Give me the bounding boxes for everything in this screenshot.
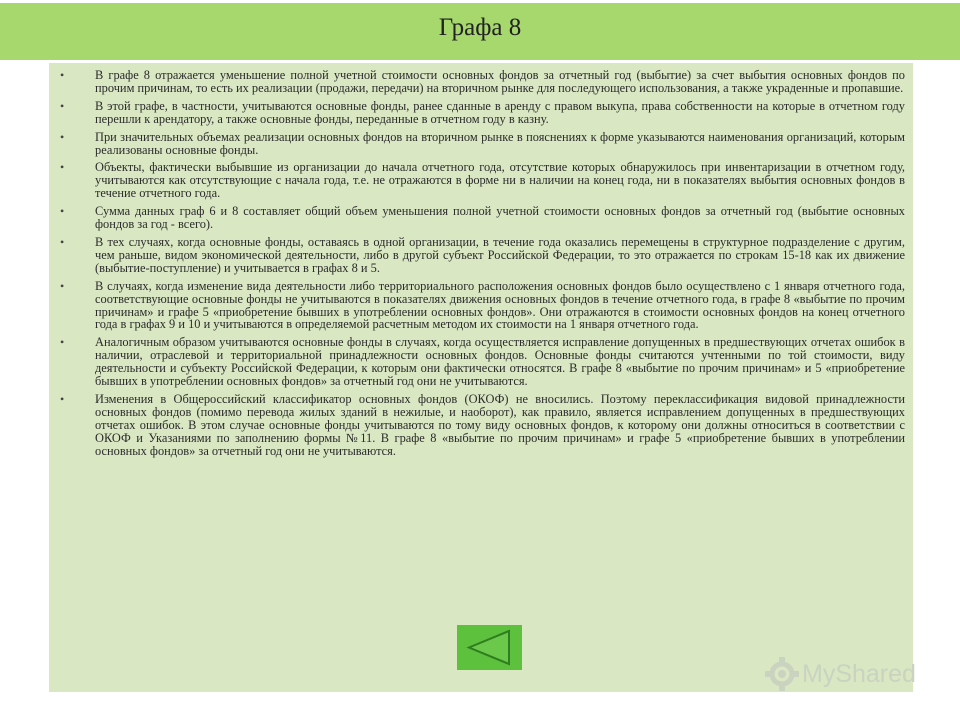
bullet-item: [60, 69, 905, 95]
bullet-marker: •: [60, 234, 65, 249]
bullet-marker: •: [60, 98, 65, 113]
bullet-text: Изменения в Общероссийский классификатор основных фондов (ОКОФ) не вносились. Поэтому переклассификация видовой принадлежности основных фондов (помимо перевода жилых зданий в нежилые, и наоборот), как правило, является исправлением допущенных в предшествующих отчетах ошибок. В этом случае основные фонды учитываются по тому виду основных фондов, к которому они должны относиться в соответствии с ОКОФ и Указаниями по заполнению формы №11. В графе 8 «выбытие по прочим причинам» и графе 5 «приобретение бывших в употреблении основных фондов» за отчетный год они не учитываются.: [95, 391, 905, 458]
bullet-text: В тех случаях, когда основные фонды, оставаясь в одной организации, в течение года оказались перемещены в структурное подразделение с другим, чем раньше, видом экономической деятельности, либо в другой субъект Российской Федерации, то это отражается по строкам 15-18 как их движение (выбытие-поступление) и учитывается в графах 8 и 5.: [95, 234, 905, 275]
bullet-item: [60, 205, 905, 231]
bullet-text: В этой графе, в частности, учитываются основные фонды, ранее сданные в аренду с правом выкупа, права собственности на которые в отчетном году перешли к арендатору, а также основные фонды, переданные в отчетном году в казну.: [95, 98, 905, 126]
bullet-text: В графе 8 отражается уменьшение полной учетной стоимости основных фондов за отчетный год (выбытие) за счет выбытия основных фондов по прочим причинам, то есть их реализации (продажи, передачи) на вторичном рынке для последующего использования, а также украденные и пропавшие.: [95, 68, 905, 95]
bullet-text: Объекты, фактически выбывшие из организации до начала отчетного года, отсутствие которых обнаружилось при инвентаризации в отчетном году, учитываются как отсутствующие с начала года, т.е. не отражаются в форме ни в наличии на конец года, ни в показателях выбытия основных фондов в течение отчетного года.: [95, 160, 905, 201]
bullet-item: [60, 100, 905, 126]
myshared-logo-icon: [764, 656, 800, 692]
bullet-marker: •: [60, 278, 65, 293]
bullet-item: [60, 280, 905, 332]
bullet-item: [60, 161, 905, 200]
bullet-marker: •: [60, 204, 65, 219]
bullet-marker: •: [60, 68, 65, 82]
bullet-text: Аналогичным образом учитываются основные фонды в случаях, когда осуществляется исправление допущенных в предшествующих отчетах ошибок в наличии, отраслевой и территориальной принадлежности основных фондов. Основные фонды считаются учтенными по той стоимости, виду деятельности и субъекту Российской Федерации, к которым они фактически относятся. В графе 8 «выбытие по прочим причинам» и 5 «приобретение бывших в употреблении основных фондов» за отчетный год они не учитываются.: [95, 335, 905, 389]
bullet-item: [60, 336, 905, 388]
watermark-text: MyShared: [802, 659, 916, 688]
watermark: [764, 654, 916, 694]
bullet-marker: •: [60, 160, 65, 175]
bullet-marker: •: [60, 129, 65, 144]
triangle-left-icon: [457, 625, 522, 670]
bullet-item: [60, 393, 905, 458]
bullet-marker: •: [60, 335, 65, 350]
back-button[interactable]: [457, 625, 522, 670]
bullet-item: [60, 236, 905, 275]
bullet-marker: •: [60, 391, 65, 406]
bullet-text: При значительных объемах реализации основных фондов на вторичном рынке в пояснениях к форме указываются наименования организаций, которым реализованы основные фонды.: [95, 129, 905, 157]
bullet-item: [60, 131, 905, 157]
bullet-text: В случаях, когда изменение вида деятельности либо территориального расположения основных фондов было осуществлено с 1 января отчетного года, соответствующие основные фонды не учитываются в показателях движения основных фондов в течение отчетного года, в графе 8 «выбытие по прочим причинам» и графе 5 «приобретение бывших в употреблении основных фондов». Они отражаются в стоимости основных фондов на конец отчетного года в графах 9 и 10 и учитываются в определяемой расчетным методом их стоимости на 1 января отчетного года.: [95, 278, 905, 332]
slide-title: Графа 8: [438, 14, 522, 41]
bullet-text: Сумма данных граф 6 и 8 составляет общий объем уменьшения полной учетной стоимости основных фондов за отчетный год (выбытие основных фондов за год - всего).: [95, 204, 905, 232]
bullet-list: [60, 69, 905, 462]
